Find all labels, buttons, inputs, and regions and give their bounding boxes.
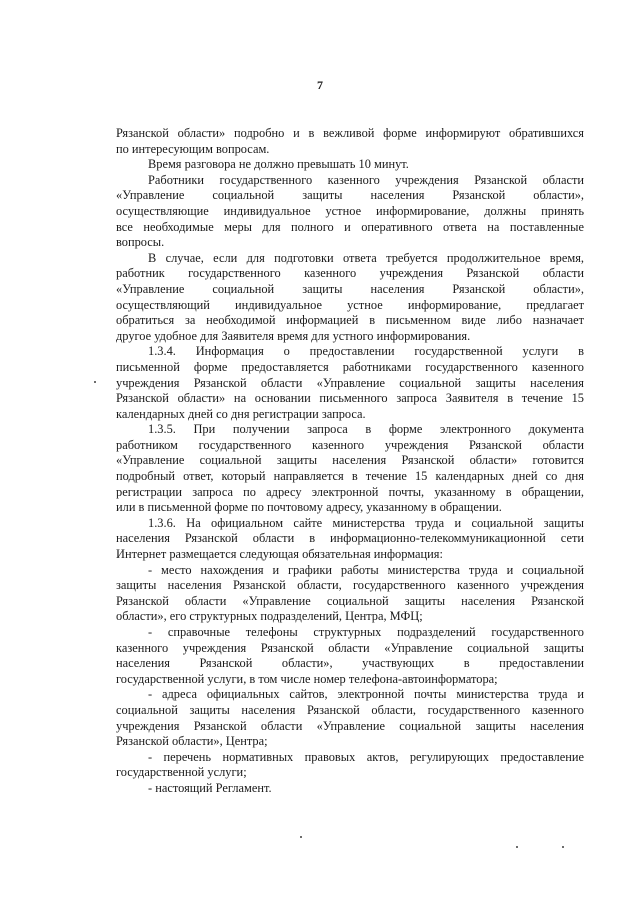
text-line: работником государственного казенного учреждения Рязанской области — [116, 437, 584, 452]
text-line: письменной форме предоставляется работниками государственного казенного — [116, 359, 584, 374]
text-line: - настоящий Регламент. — [148, 780, 272, 795]
text-line: учреждения Рязанской области «Управление социальной защиты населения — [116, 375, 584, 390]
text-line: «Управление социальной защиты населения Рязанской области», — [116, 281, 584, 296]
paragraph — [116, 687, 584, 749]
text-line: Рязанской области», Центра; — [116, 734, 268, 749]
paragraph — [116, 516, 584, 563]
paragraph — [116, 173, 584, 251]
text-line: или в письменной форме по почтовому адресу, указанному в обращении. — [116, 500, 502, 515]
text-line: регистрации запроса по адресу электронной почты, указанному в обращении, — [116, 484, 584, 499]
text-line: учреждения Рязанской области «Управление социальной защиты населения — [116, 718, 584, 733]
text-line: календарных дней со дня регистрации запроса. — [116, 406, 366, 421]
text-line: защиты населения Рязанской области, государственного казенного учреждения — [116, 578, 584, 593]
text-line: вопросы. — [116, 235, 165, 250]
text-line: 1.3.5. При получении запроса в форме электронного документа — [148, 422, 584, 437]
page-number: 7 — [317, 78, 323, 92]
paragraph — [116, 625, 584, 687]
text-line: Работники государственного казенного учреждения Рязанской области — [148, 172, 584, 187]
text-line: 1.3.6. На официальном сайте министерства труда и социальной защиты — [148, 515, 584, 530]
text-line: - адреса официальных сайтов, электронной почты министерства труда и — [148, 687, 584, 702]
text-line: «Управление социальной защиты населения Рязанской области» готовится — [116, 453, 584, 468]
text-line: 1.3.4. Информация о предоставлении государственной услуги в — [148, 344, 584, 359]
text-line: Время разговора не должно превышать 10 минут. — [148, 157, 409, 172]
paragraph — [116, 422, 584, 516]
text-line: Рязанской области» подробно и в вежливой форме информируют обратившихся — [116, 126, 584, 140]
text-line: области», его структурных подразделений, Центра, МФЦ; — [116, 609, 423, 624]
text-line: - место нахождения и графики работы министерства труда и социальной — [148, 562, 584, 577]
text-line: осуществляющий индивидуальное устное информирование, предлагает — [116, 297, 584, 312]
text-line: по интересующим вопросам. — [116, 141, 270, 156]
text-line: социальной защиты населения Рязанской области, государственного казенного — [116, 702, 584, 717]
text-line: подробный ответ, который направляется в течение 15 календарных дней со дня — [116, 469, 584, 484]
scan-speck — [94, 381, 96, 383]
paragraph — [116, 344, 584, 422]
document-body — [116, 126, 584, 797]
text-line: другое удобное для Заявителя время для устного информирования. — [116, 328, 471, 343]
text-line: осуществляющие индивидуальное устное информирование, должны принять — [116, 203, 584, 218]
text-line: обратиться за необходимой информацией в письменном виде либо назначает — [116, 313, 584, 328]
text-line: Рязанской области» на основании письменного запроса Заявителя в течение 15 — [116, 391, 584, 406]
text-line: Рязанской области «Управление социальной защиты населения Рязанской — [116, 593, 584, 608]
text-line: работник государственного казенного учреждения Рязанской области — [116, 266, 584, 281]
paragraph — [116, 251, 584, 345]
text-line: казенного учреждения Рязанской области «Управление социальной защиты — [116, 640, 584, 655]
text-line: населения Рязанской области в информационно-телекоммуникационной сети — [116, 531, 584, 546]
text-line: государственной услуги; — [116, 765, 247, 780]
paragraph — [116, 563, 584, 625]
text-line: Интернет размещается следующая обязательная информация: — [116, 547, 443, 562]
text-line: населения Рязанской области», участвующих в предоставлении — [116, 656, 584, 671]
scan-speck — [300, 836, 302, 838]
paragraph — [116, 750, 584, 781]
text-line: - справочные телефоны структурных подразделений государственного — [148, 625, 584, 639]
paragraph — [116, 126, 584, 157]
text-line: государственной услуги, в том числе номер телефона-автоинформатора; — [116, 671, 498, 686]
text-line: - перечень нормативных правовых актов, регулирующих предоставление — [148, 749, 584, 764]
text-line: все необходимые меры для полного и оперативного ответа на поставленные — [116, 219, 584, 234]
paragraph — [116, 781, 584, 797]
text-line: «Управление социальной защиты населения Рязанской области», — [116, 188, 584, 203]
scan-speck — [516, 846, 518, 848]
scan-speck — [562, 846, 564, 848]
text-line: В случае, если для подготовки ответа требуется продолжительное время, — [148, 250, 584, 265]
paragraph — [116, 157, 584, 173]
